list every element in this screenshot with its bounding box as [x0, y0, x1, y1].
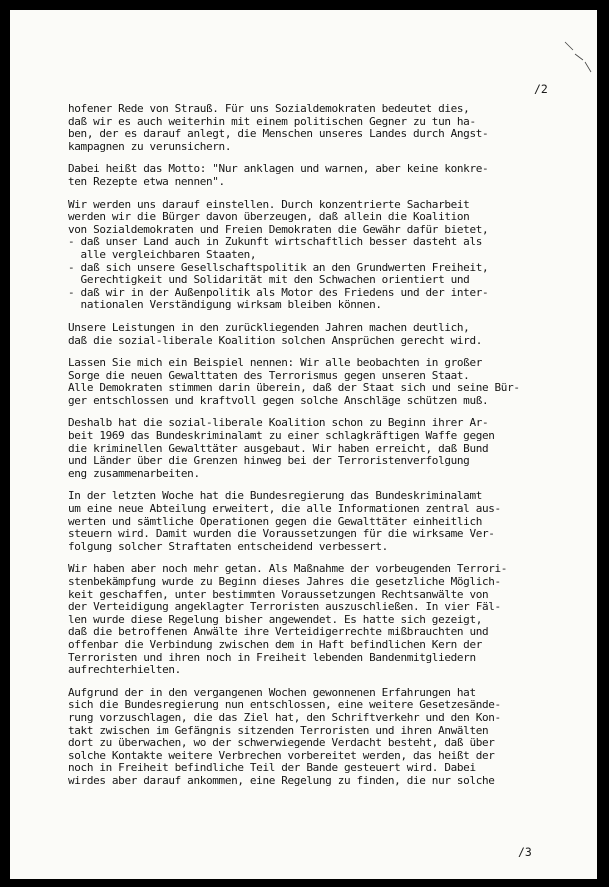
text-line: hofener Rede von Strauß. Für uns Sozialdemokraten bedeutet dies,: [68, 102, 470, 115]
text-line: um eine neue Abteilung erweitert, die alle Informationen zentral aus-: [68, 502, 501, 516]
text-line: Unsere Leistungen in den zurückliegenden Jahren machen deutlich,: [68, 320, 470, 334]
text-line: eng zusammenarbeiten.: [68, 466, 200, 480]
text-line: Aufgrund der in den vergangenen Wochen gewonnenen Erfahrungen hat: [68, 685, 476, 699]
paragraph: [68, 199, 578, 312]
text-line: keit geschaffen, unter bestimmten Voraussetzungen Rechtsanwälte von: [68, 587, 489, 601]
text-line: dort zu überwachen, wo der schwerwiegende Verdacht besteht, daß über: [68, 736, 495, 750]
text-line: die kriminellen Gewalttäter ausgebaut. Wir haben erreicht, daß Bund: [68, 441, 489, 455]
paragraph: [68, 322, 578, 347]
paragraph: [68, 563, 578, 676]
paragraph: [68, 357, 578, 407]
text-line: wirdes aber darauf ankommen, eine Regelung zu finden, die nur solche: [68, 773, 495, 787]
text-line: beit 1969 das Bundeskriminalamt zu einer schlagkräftigen Waffe gegen: [68, 429, 495, 443]
scan-artifact-mark: [563, 40, 593, 76]
paragraph: [68, 490, 578, 553]
text-line: Lassen Sie mich ein Beispiel nennen: Wir alle beobachten in großer: [68, 356, 482, 370]
text-line: Wir haben aber noch mehr getan. Als Maßnahme der vorbeugenden Terrori-: [68, 562, 508, 576]
text-line: ben, der es darauf anlegt, die Menschen unseres Landes durch Angst-: [68, 127, 489, 141]
text-line: - daß wir in der Außenpolitik als Motor des Friedens und der inter-: [68, 285, 489, 299]
document-page: [10, 10, 597, 879]
text-line: takt zwischen im Gefängnis sitzenden Terroristen und ihren Anwälten: [68, 723, 489, 737]
text-line: - daß sich unsere Gesellschaftspolitik an den Grundwerten Freiheit,: [68, 260, 489, 274]
text-line: In der letzten Woche hat die Bundesregierung das Bundeskriminalamt: [68, 489, 482, 503]
text-line: ten Rezepte etwa nennen".: [68, 174, 225, 188]
paragraph: [68, 687, 578, 788]
text-line: ger entschlossen und kraftvoll gegen solche Anschläge schützen muß.: [68, 393, 489, 407]
paragraph: [68, 163, 578, 188]
text-line: werten und sämtliche Operationen gegen die Gewalttäter einheitlich: [68, 514, 482, 528]
text-line: Dabei heißt das Motto: "Nur anklagen und warnen, aber keine konkre-: [68, 162, 489, 176]
text-line: werden wir die Bürger davon überzeugen, daß allein die Koalition: [68, 210, 470, 224]
page-number-top: /2: [534, 82, 548, 96]
text-line: sich die Bundesregierung nun entschlossen, eine weitere Gesetzesände-: [68, 698, 501, 712]
text-line: von Sozialdemokraten und Freien Demokraten die Gewähr dafür bietet,: [68, 222, 489, 236]
text-line: len wurde diese Regelung bisher angewendet. Es hatte sich gezeigt,: [68, 612, 482, 626]
text-line: folgung solcher Straftaten entscheidend verbessert.: [68, 539, 388, 553]
text-line: Sorge die neuen Gewalttaten des Terrorismus gegen unseren Staat.: [68, 368, 470, 382]
text-line: noch in Freiheit befindliche Teil der Bande gesteuert wird. Dabei: [68, 761, 476, 775]
text-line: offenbar die Verbindung zwischen dem in Haft befindlichen Kern der: [68, 637, 482, 651]
text-line: rung vorzuschlagen, die das Ziel hat, den Schriftverkehr und den Kon-: [68, 710, 501, 724]
text-line: Deshalb hat die sozial-liberale Koalition schon zu Beginn ihrer Ar-: [68, 416, 489, 430]
page-number-bottom: /3: [518, 845, 532, 859]
text-line: steuern wird. Damit wurden die Voraussetzungen für die wirksame Ver-: [68, 527, 495, 541]
text-line: daß wir es auch weiterhin mit einem politischen Gegner zu tun ha-: [68, 114, 476, 128]
text-line: Wir werden uns darauf einstellen. Durch konzentrierte Sacharbeit: [68, 197, 470, 211]
text-line: nationalen Verständigung wirksam bleiben können.: [68, 298, 382, 312]
text-line: daß die betroffenen Anwälte ihre Verteidigerrechte mißbrauchten und: [68, 625, 489, 639]
text-line: Gerechtigkeit und Solidarität mit den Schwachen orientiert und: [68, 273, 470, 287]
text-line: der Verteidigung angeklagter Terroristen auszuschließen. In vier Fäl-: [68, 600, 501, 614]
text-line: solche Kontakte weitere Verbrechen vorbereitet werden, das heißt der: [68, 748, 495, 762]
text-line: aufrechterhielten.: [68, 663, 181, 677]
document-body: [68, 103, 578, 798]
text-line: alle vergleichbaren Staaten,: [68, 247, 257, 261]
text-line: kampagnen zu verunsichern.: [68, 139, 232, 153]
text-line: und Länder über die Grenzen hinweg bei der Terroristenverfolgung: [68, 454, 470, 468]
text-line: - daß unser Land auch in Zukunft wirtschaftlich besser dasteht als: [68, 235, 482, 249]
paragraph: [68, 417, 578, 480]
paragraph: [68, 103, 578, 153]
text-line: Terroristen und ihren noch in Freiheit lebenden Bandenmitgliedern: [68, 650, 476, 664]
text-line: daß die sozial-liberale Koalition solchen Ansprüchen gerecht wird.: [68, 333, 482, 347]
text-line: stenbekämpfung wurde zu Beginn dieses Jahres die gesetzliche Möglich-: [68, 575, 501, 588]
text-line: Alle Demokraten stimmen darin überein, daß der Staat sich und seine Bür-: [68, 381, 520, 395]
